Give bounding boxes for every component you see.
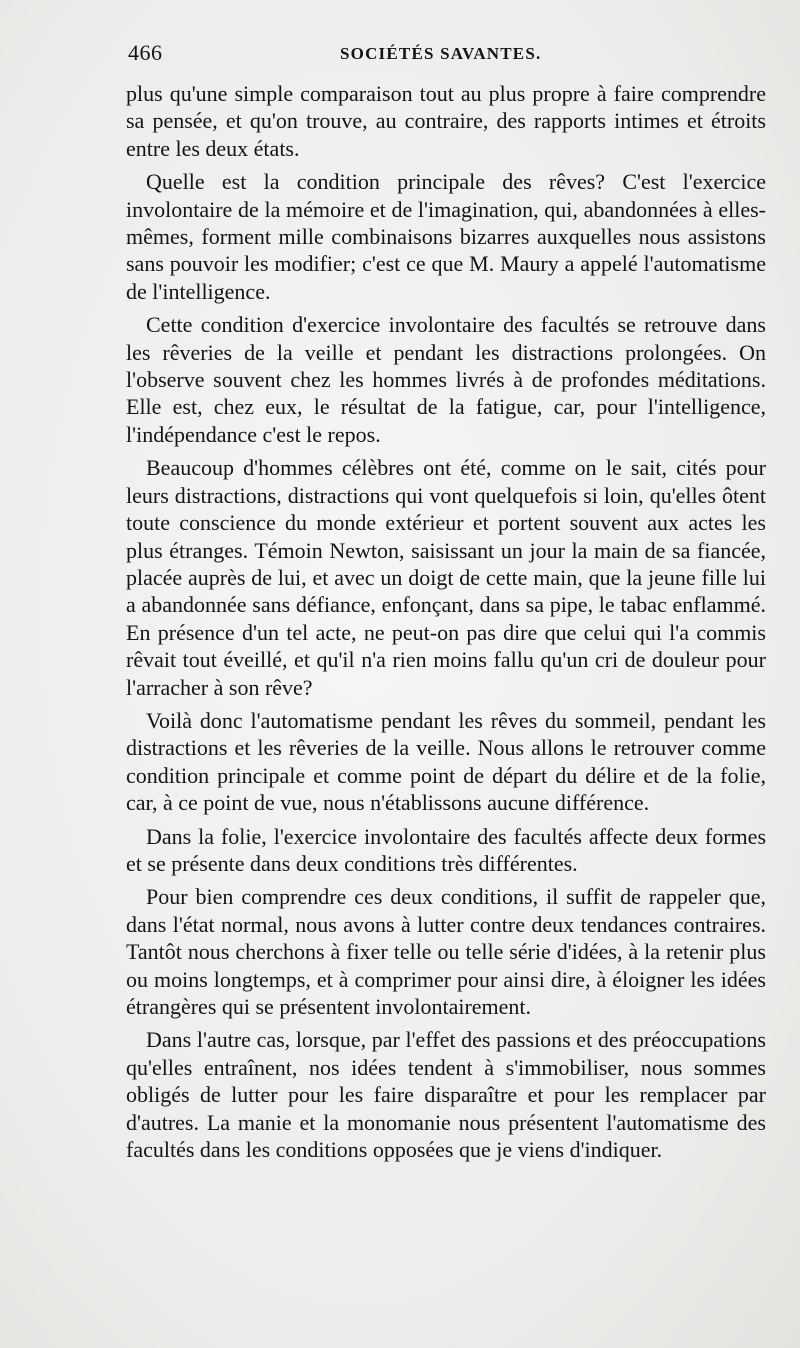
paragraph-involuntary-exercise: Cette condition d'exercice involontaire des facultés se retrouve dans les rêveries de la veille et pendant les distractions prolongées. On l'observe souvent chez les hommes livrés à de profondes méditations. Elle est, chez eux, le résultat de la fatigue, car, pour l'intelligence, l'indépendance c'est le repos.: [126, 312, 766, 447]
paragraph-madness-forms: Dans la folie, l'exercice involontaire des facultés affecte deux formes et se présente dans deux conditions très différentes.: [126, 823, 766, 876]
page-header: [128, 40, 768, 74]
paragraph-automatism-summary: Voilà donc l'automatisme pendant les rêves du sommeil, pendant les distractions et les rêveries de la veille. Nous allons le retrouver comme condition principale et comme point de départ du délire et de la folie, car, à ce point de vue, nous n'établissons aucune différence.: [126, 707, 766, 816]
paragraph-continuation: plus qu'une simple comparaison tout au plus propre à faire comprendre sa pensée, et qu'on trouve, au contraire, des rapports intimes et étroits entre les deux états.: [126, 81, 766, 161]
paragraph-famous-men-distractions: Beaucoup d'hommes célèbres ont été, comme on le sait, cités pour leurs distractions, distractions qui vont quelquefois si loin, qu'elles ôtent toute conscience du monde extérieur et portent souvent aux actes les plus étranges. Témoin Newton, saisissant un jour la main de sa fiancée, placée auprès de lui, et avec un doigt de cette main, que la jeune fille lui a abandonnée sans défiance, enfonçant, dans sa pipe, le tabac enflammé. En présence d'un tel acte, ne peut-on pas dire que celui qui l'a commis rêvait tout éveillé, et qu'il n'a rien moins fallu qu'un cri de douleur pour l'arracher à son rêve?: [126, 455, 766, 700]
paragraph-conditions-of-dreams: Quelle est la condition principale des rêves? C'est l'exercice involontaire de la mémoire et de l'imagination, qui, abandonnées à elles-mêmes, forment mille combinaisons bizarres auxquelles nous assistons sans pouvoir les modifier; c'est ce que M. Maury a appelé l'automatisme de l'intelligence.: [126, 169, 766, 304]
paragraph-two-conditions: Pour bien comprendre ces deux conditions, il suffit de rappeler que, dans l'état normal, nous avons à lutter contre deux tendances contraires. Tantôt nous cherchons à fixer telle ou telle série d'idées, à la retenir plus ou moins longtemps, et à comprimer pour ainsi dire, à éloigner les idées étrangères qui se présentent involontairement.: [126, 884, 766, 1019]
paragraph-other-case: Dans l'autre cas, lorsque, par l'effet des passions et des préoccupations qu'elles entraînent, nos idées tendent à s'immobiliser, nous sommes obligés de lutter pour les faire disparaître et pour les remplacer par d'autres. La manie et la monomanie nous présentent l'automatisme des facultés dans les conditions opposées que je viens d'indiquer.: [126, 1027, 766, 1163]
running-head: SOCIÉTÉS SAVANTES.: [340, 44, 542, 63]
body-text: [126, 80, 766, 1169]
page-number: 466: [128, 40, 163, 65]
